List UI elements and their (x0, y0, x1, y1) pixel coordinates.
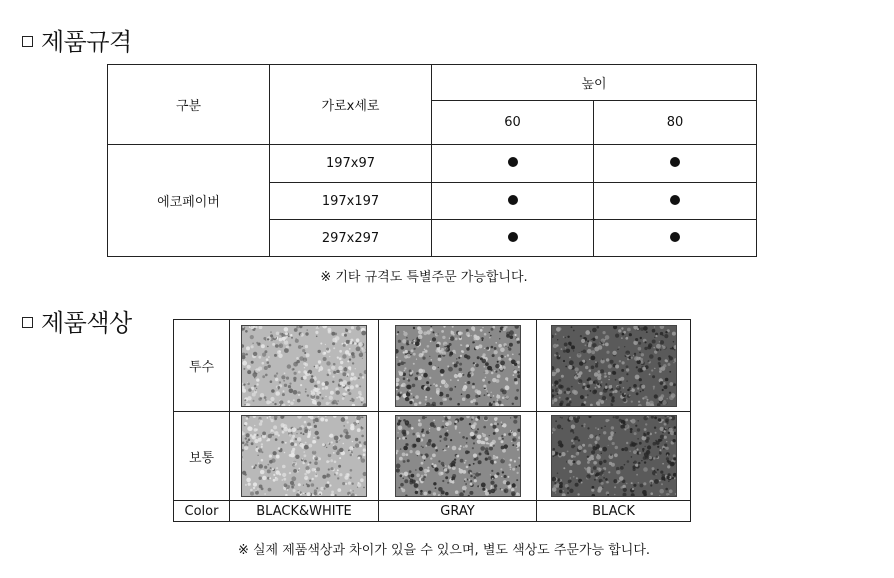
color-swatch (551, 325, 677, 407)
color-name-cell: GRAY (379, 501, 537, 522)
square-bullet-icon (22, 36, 33, 47)
spec-note: ※ 기타 규격도 특별주문 가능합니다. (320, 270, 528, 285)
color-swatch (551, 415, 677, 497)
availability-cell (432, 183, 594, 220)
availability-cell (594, 145, 757, 183)
color-table (173, 319, 691, 522)
swatch-cell (230, 412, 379, 501)
swatch-cell (230, 320, 379, 412)
availability-cell (594, 183, 757, 220)
size-cell: 197x97 (270, 145, 432, 183)
row-label-permeable: 투수 (174, 320, 230, 412)
color-name-cell: BLACK&WHITE (230, 501, 379, 522)
available-dot-icon (508, 157, 518, 167)
spec-title-text: 제품규격 (41, 28, 132, 56)
available-dot-icon (670, 195, 680, 205)
color-title-text: 제품색상 (41, 309, 132, 337)
availability-cell (432, 220, 594, 257)
color-swatch (395, 415, 521, 497)
header-size-cell: 가로x세로 (270, 65, 432, 145)
row-label-normal: 보통 (174, 412, 230, 501)
color-name-cell: BLACK (537, 501, 691, 522)
swatch-cell (537, 412, 691, 501)
swatch-cell (379, 320, 537, 412)
color-section-title (22, 309, 132, 337)
available-dot-icon (508, 195, 518, 205)
available-dot-icon (508, 232, 518, 242)
availability-cell (594, 220, 757, 257)
color-row-label: Color (174, 501, 230, 522)
square-bullet-icon (22, 317, 33, 328)
color-note: ※ 실제 제품색상과 차이가 있을 수 있으며, 별도 색상도 주문가능 합니다. (237, 543, 651, 558)
color-swatch (241, 415, 367, 497)
size-cell: 197x197 (270, 183, 432, 220)
height-80-cell: 80 (594, 101, 757, 145)
height-60-cell: 60 (432, 101, 594, 145)
header-height-cell: 높이 (432, 65, 757, 101)
spec-table (107, 64, 757, 257)
header-group-cell: 구분 (108, 65, 270, 145)
available-dot-icon (670, 157, 680, 167)
size-cell: 297x297 (270, 220, 432, 257)
availability-cell (432, 145, 594, 183)
product-name-cell: 에코페이버 (108, 145, 270, 257)
swatch-cell (379, 412, 537, 501)
color-swatch (241, 325, 367, 407)
spec-section-title (22, 28, 132, 56)
available-dot-icon (670, 232, 680, 242)
swatch-cell (537, 320, 691, 412)
color-swatch (395, 325, 521, 407)
